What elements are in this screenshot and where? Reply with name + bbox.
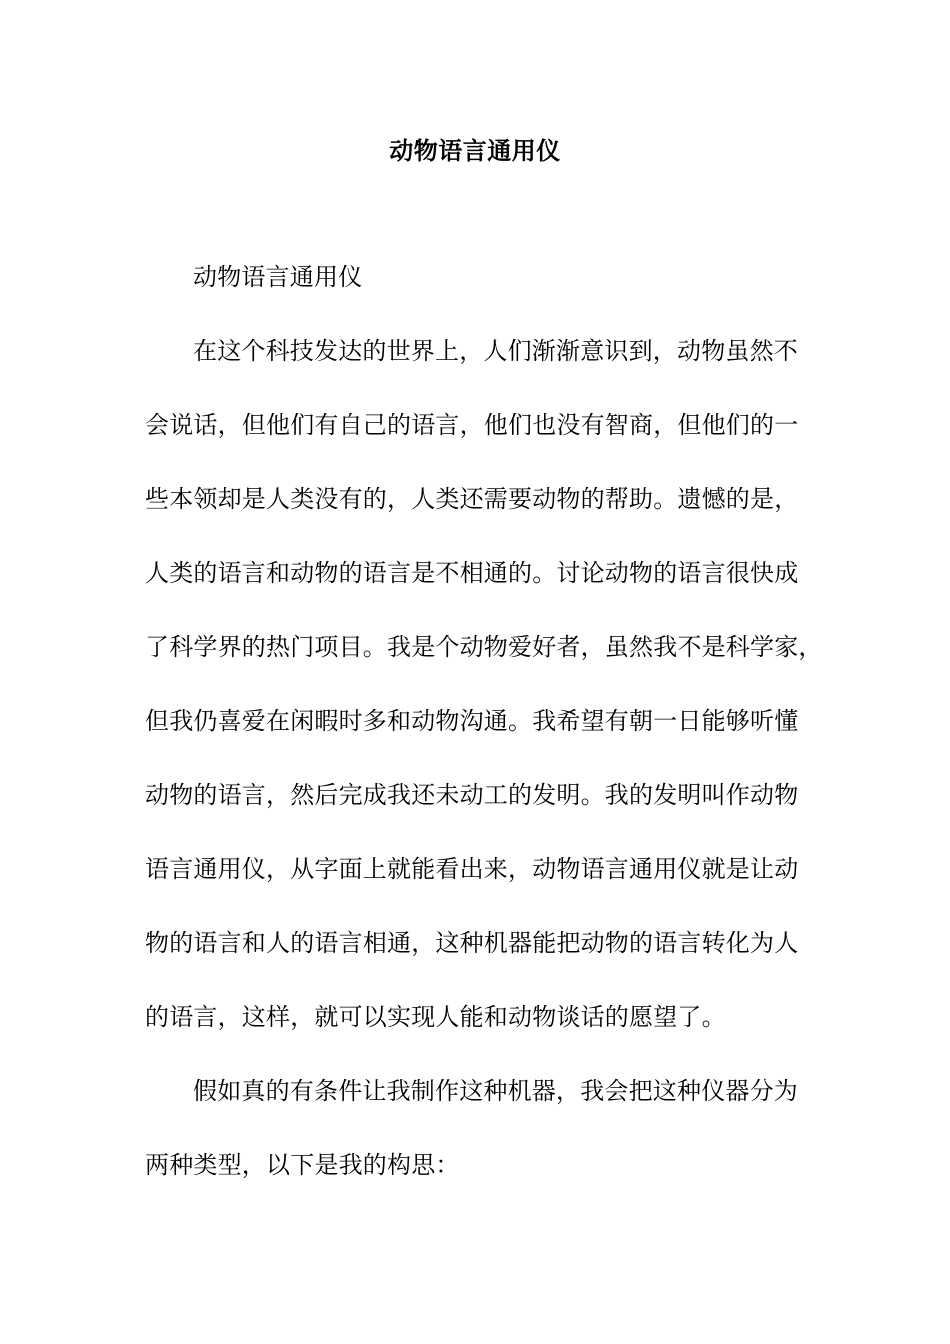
paragraph-1 — [145, 333, 823, 1073]
paragraph-line: 的语言，这样，就可以实现人能和动物谈话的愿望了。 — [145, 1003, 726, 1031]
paragraph-line: 些本领却是人类没有的，人类还需要动物的帮助。遗憾的是， — [145, 485, 799, 513]
paragraph-line: 会说话，但他们有自己的语言，他们也没有智商，但他们的一 — [145, 411, 799, 439]
paragraph-line: 人类的语言和动物的语言是不相通的。讨论动物的语言很快成 — [145, 559, 799, 587]
subtitle-line: 动物语言通用仪 — [193, 263, 363, 291]
paragraph-2 — [145, 1073, 817, 1221]
document-body — [145, 259, 823, 1221]
paragraph-line: 语言通用仪，从字面上就能看出来，动物语言通用仪就是让动 — [145, 855, 799, 883]
paragraph-line: 动物的语言，然后完成我还未动工的发明。我的发明叫作动物 — [145, 781, 799, 809]
paragraph-line: 但我仍喜爱在闲暇时多和动物沟通。我希望有朝一日能够听懂 — [145, 707, 799, 735]
paragraph-line: 假如真的有条件让我制作这种机器，我会把这种仪器分为 — [193, 1077, 798, 1105]
paragraph-line: 物的语言和人的语言相通，这种机器能把动物的语言转化为人 — [145, 929, 799, 957]
paragraph-line: 在这个科技发达的世界上，人们渐渐意识到，动物虽然不 — [193, 337, 798, 365]
document-title: 动物语言通用仪 — [389, 136, 561, 165]
paragraph-line: 两种类型，以下是我的构思： — [145, 1151, 460, 1179]
paragraph-line: 了科学界的热门项目。我是个动物爱好者，虽然我不是科学家， — [145, 633, 823, 661]
